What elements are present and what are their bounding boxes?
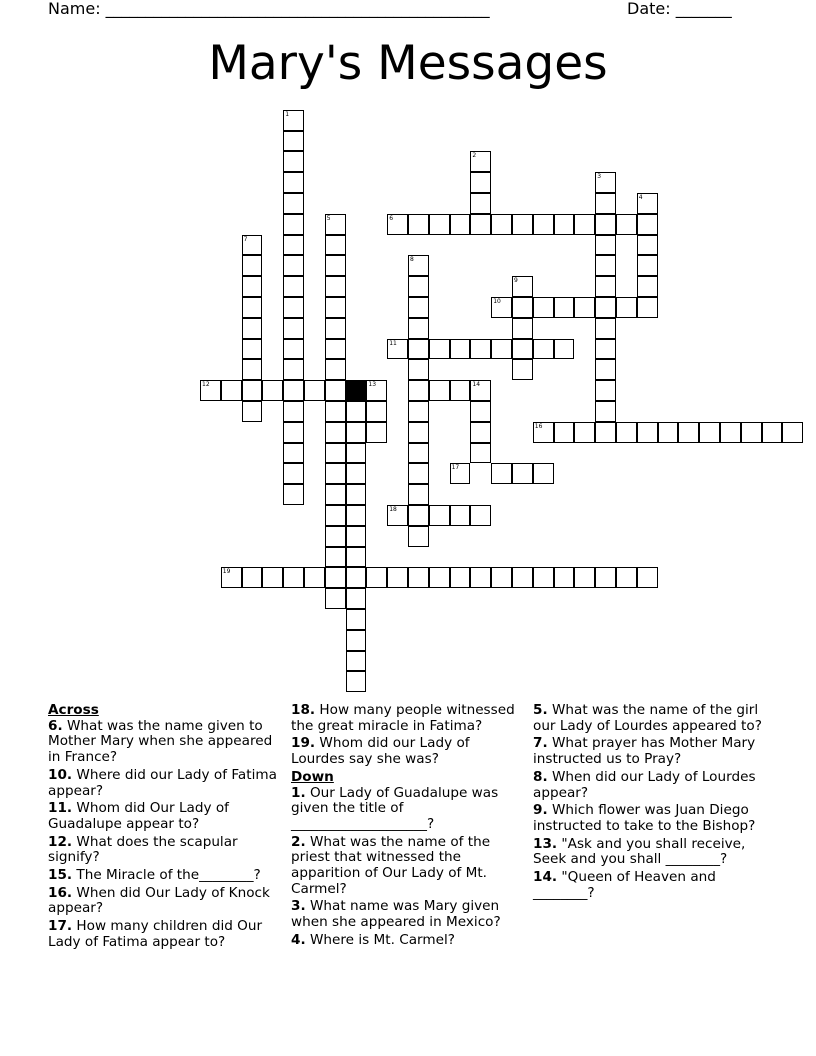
clue-number: 11. <box>48 800 73 817</box>
grid-cell[interactable] <box>283 110 304 131</box>
grid-cell[interactable] <box>408 359 429 380</box>
grid-cell[interactable] <box>470 193 491 214</box>
grid-cell[interactable] <box>574 422 595 443</box>
grid-cell[interactable] <box>637 422 658 443</box>
grid-cell[interactable] <box>637 297 658 318</box>
cell-number: 16 <box>534 422 543 430</box>
grid-cell[interactable] <box>595 318 616 339</box>
grid-cell[interactable] <box>325 255 346 276</box>
cell-number: 14 <box>472 381 481 389</box>
cell-number: 4 <box>638 194 643 201</box>
clue-number: 8. <box>533 768 548 785</box>
clue-item <box>533 803 765 834</box>
grid-cell[interactable] <box>470 443 491 464</box>
grid-cell[interactable] <box>325 422 346 443</box>
grid-cell[interactable] <box>450 339 471 360</box>
cell-number: 2 <box>472 152 477 160</box>
grid-cell[interactable] <box>429 505 450 526</box>
grid-cell[interactable] <box>262 380 283 401</box>
clue-number: 10. <box>48 766 73 783</box>
grid-cell[interactable] <box>512 214 533 235</box>
grid-cell[interactable] <box>491 214 512 235</box>
grid-cell[interactable] <box>346 567 367 588</box>
grid-cell[interactable] <box>429 214 450 235</box>
clue-text: What was the name of the priest that witnessed the apparition of Our Lady of Mt. Carmel? <box>291 833 491 897</box>
grid-cell[interactable] <box>325 567 346 588</box>
cell-number: 6 <box>389 214 394 222</box>
grid-cell[interactable] <box>325 318 346 339</box>
grid-cell[interactable] <box>450 505 471 526</box>
grid-cell[interactable] <box>283 235 304 256</box>
clue-item <box>533 870 765 901</box>
grid-cell[interactable] <box>533 297 554 318</box>
clue-text: What prayer has Mother Mary instructed us to Pray? <box>533 735 756 768</box>
clue-item <box>48 835 280 866</box>
clue-item <box>291 899 523 930</box>
grid-cell[interactable] <box>346 671 367 692</box>
clue-item <box>291 933 523 949</box>
grid-cell[interactable] <box>616 567 637 588</box>
grid-cell[interactable] <box>699 422 720 443</box>
clue-item <box>291 786 523 833</box>
clue-number: 6. <box>48 717 63 734</box>
grid-cell[interactable] <box>470 422 491 443</box>
grid-cell[interactable] <box>429 567 450 588</box>
grid-cell[interactable] <box>595 422 616 443</box>
clue-number: 16. <box>48 884 73 901</box>
grid-cell[interactable] <box>325 463 346 484</box>
grid-cell[interactable] <box>283 318 304 339</box>
grid-cell[interactable] <box>242 255 263 276</box>
grid-cell[interactable] <box>595 401 616 422</box>
grid-cell[interactable] <box>242 339 263 360</box>
grid-cell[interactable] <box>595 567 616 588</box>
grid-cell[interactable] <box>221 567 242 588</box>
clue-item <box>291 736 523 767</box>
grid-cell[interactable] <box>450 380 471 401</box>
grid-cell[interactable] <box>595 193 616 214</box>
clue-item <box>533 837 765 868</box>
grid-cell[interactable] <box>595 380 616 401</box>
grid-cell[interactable] <box>325 526 346 547</box>
grid-cell[interactable] <box>408 401 429 422</box>
grid-cell[interactable] <box>637 235 658 256</box>
grid-cell[interactable] <box>595 276 616 297</box>
grid-cell[interactable] <box>408 276 429 297</box>
grid-cell[interactable] <box>512 463 533 484</box>
grid-cell[interactable] <box>366 567 387 588</box>
clue-text: When did Our Lady of Knock appear? <box>48 884 270 917</box>
grid-cell[interactable] <box>637 255 658 276</box>
across-heading: Across <box>48 702 99 718</box>
grid-cell[interactable] <box>470 380 491 401</box>
grid-cell[interactable] <box>533 463 554 484</box>
clue-item <box>533 770 765 801</box>
black-cell <box>346 380 367 401</box>
clue-text: Where is Mt. Carmel? <box>309 931 455 948</box>
grid-cell[interactable] <box>346 463 367 484</box>
grid-cell[interactable] <box>408 505 429 526</box>
grid-cell[interactable] <box>242 297 263 318</box>
grid-cell[interactable] <box>283 339 304 360</box>
grid-cell[interactable] <box>346 401 367 422</box>
clue-item <box>533 736 765 767</box>
clue-text: What was the name given to Mother Mary when she appeared in France? <box>48 717 273 766</box>
grid-cell[interactable] <box>574 214 595 235</box>
grid-cell[interactable] <box>366 422 387 443</box>
grid-cell[interactable] <box>283 131 304 152</box>
grid-cell[interactable] <box>325 484 346 505</box>
grid-cell[interactable] <box>346 651 367 672</box>
cell-number: 17 <box>451 464 460 472</box>
grid-cell[interactable] <box>616 214 637 235</box>
clue-item <box>48 886 280 917</box>
clue-number: 5. <box>533 702 548 718</box>
grid-cell[interactable] <box>408 567 429 588</box>
clue-number: 14. <box>533 869 558 886</box>
grid-cell[interactable] <box>512 567 533 588</box>
grid-cell[interactable] <box>283 443 304 464</box>
clue-number: 4. <box>291 931 306 948</box>
grid-cell[interactable] <box>325 547 346 568</box>
grid-cell[interactable] <box>595 359 616 380</box>
grid-cell[interactable] <box>325 505 346 526</box>
grid-cell[interactable] <box>470 401 491 422</box>
grid-cell[interactable] <box>242 359 263 380</box>
grid-cell[interactable] <box>304 380 325 401</box>
clue-number: 19. <box>291 735 316 752</box>
clue-text: What was the name of the girl our Lady of Lourdes appeared to? <box>533 702 762 734</box>
grid-cell[interactable] <box>595 172 616 193</box>
grid-cell[interactable] <box>637 214 658 235</box>
cell-number: 18 <box>389 506 397 513</box>
grid-cell[interactable] <box>221 380 242 401</box>
clue-text: "Ask and you shall receive, Seek and you shall ________? <box>533 835 746 868</box>
grid-cell[interactable] <box>325 276 346 297</box>
cell-number: 11 <box>389 339 397 347</box>
grid-cell[interactable] <box>283 193 304 214</box>
grid-cell[interactable] <box>554 567 575 588</box>
grid-cell[interactable] <box>637 193 658 214</box>
grid-cell[interactable] <box>408 214 429 235</box>
grid-cell[interactable] <box>720 422 741 443</box>
clue-number: 3. <box>291 898 306 915</box>
grid-cell[interactable] <box>325 443 346 464</box>
grid-cell[interactable] <box>325 339 346 360</box>
grid-cell[interactable] <box>408 484 429 505</box>
grid-cell[interactable] <box>450 214 471 235</box>
grid-cell[interactable] <box>616 297 637 318</box>
clue-item <box>48 719 280 766</box>
grid-cell[interactable] <box>491 297 512 318</box>
puzzle-title: Mary's Messages <box>208 36 608 91</box>
grid-cell[interactable] <box>678 422 699 443</box>
grid-cell[interactable] <box>554 214 575 235</box>
grid-cell[interactable] <box>325 401 346 422</box>
grid-cell[interactable] <box>470 172 491 193</box>
grid-cell[interactable] <box>325 235 346 256</box>
cell-number: 5 <box>326 214 331 222</box>
grid-cell[interactable] <box>283 151 304 172</box>
grid-cell[interactable] <box>346 422 367 443</box>
grid-cell[interactable] <box>346 609 367 630</box>
clue-text: When did our Lady of Lourdes appear? <box>533 768 756 801</box>
clue-text: What name was Mary given when she appeared in Mexico? <box>291 898 501 931</box>
grid-cell[interactable] <box>554 339 575 360</box>
grid-cell[interactable] <box>283 380 304 401</box>
grid-cell[interactable] <box>346 526 367 547</box>
clue-number: 7. <box>533 735 548 752</box>
cell-number: 10 <box>493 298 501 305</box>
grid-cell[interactable] <box>408 526 429 547</box>
grid-cell[interactable] <box>595 339 616 360</box>
name-field-label: Name: ________________________________________________ <box>48 0 490 18</box>
cell-number: 9 <box>514 277 518 285</box>
grid-cell[interactable] <box>533 422 554 443</box>
grid-cell[interactable] <box>408 463 429 484</box>
grid-cell[interactable] <box>283 214 304 235</box>
down-heading: Down <box>291 768 334 785</box>
grid-cell[interactable] <box>512 297 533 318</box>
clue-text: Whom did our Lady of Lourdes say she was? <box>291 735 470 768</box>
clue-column-1 <box>48 703 280 953</box>
cell-number: 1 <box>285 110 290 118</box>
grid-cell[interactable] <box>283 359 304 380</box>
grid-cell[interactable] <box>346 588 367 609</box>
grid-cell[interactable] <box>574 567 595 588</box>
grid-cell[interactable] <box>491 567 512 588</box>
grid-cell[interactable] <box>283 172 304 193</box>
grid-cell[interactable] <box>283 255 304 276</box>
clue-column-2 <box>291 703 523 951</box>
clue-text: The Miracle of the________? <box>76 867 261 884</box>
grid-cell[interactable] <box>200 380 221 401</box>
grid-cell[interactable] <box>533 567 554 588</box>
grid-cell[interactable] <box>325 214 346 235</box>
grid-cell[interactable] <box>512 339 533 360</box>
grid-cell[interactable] <box>408 318 429 339</box>
grid-cell[interactable] <box>346 443 367 464</box>
grid-cell[interactable] <box>242 380 263 401</box>
grid-cell[interactable] <box>325 588 346 609</box>
cell-number: 3 <box>597 173 602 181</box>
clue-text: Whom did Our Lady of Guadalupe appear to? <box>48 800 229 832</box>
clue-text: Where did our Lady of Fatima appear? <box>48 766 277 799</box>
grid-cell[interactable] <box>242 276 263 297</box>
grid-cell[interactable] <box>262 567 283 588</box>
grid-cell[interactable] <box>616 422 637 443</box>
grid-cell[interactable] <box>470 214 491 235</box>
clue-text: What does the scapular signify? <box>48 833 238 866</box>
cell-number: 19 <box>222 568 231 576</box>
clue-number: 12. <box>48 833 73 850</box>
clue-item <box>48 919 280 950</box>
grid-cell[interactable] <box>346 547 367 568</box>
grid-cell[interactable] <box>346 505 367 526</box>
clue-number: 2. <box>291 833 306 850</box>
grid-cell[interactable] <box>512 276 533 297</box>
clue-item <box>48 868 280 884</box>
grid-cell[interactable] <box>366 380 387 401</box>
grid-cell[interactable] <box>512 318 533 339</box>
grid-cell[interactable] <box>346 630 367 651</box>
clue-text: How many people witnessed the great miracle in Fatima? <box>291 702 515 734</box>
clue-text: How many children did Our Lady of Fatima appear to? <box>48 918 263 950</box>
clue-number: 9. <box>533 802 548 819</box>
grid-cell[interactable] <box>762 422 783 443</box>
date-field-label: Date: _______ <box>627 0 732 18</box>
grid-cell[interactable] <box>554 422 575 443</box>
clue-number: 18. <box>291 702 316 718</box>
grid-cell[interactable] <box>595 235 616 256</box>
grid-cell[interactable] <box>782 422 803 443</box>
grid-cell[interactable] <box>366 401 387 422</box>
clue-item <box>533 703 765 734</box>
clue-item <box>48 801 280 832</box>
grid-cell[interactable] <box>450 567 471 588</box>
grid-cell[interactable] <box>325 380 346 401</box>
grid-cell[interactable] <box>429 380 450 401</box>
grid-cell[interactable] <box>408 339 429 360</box>
grid-cell[interactable] <box>283 297 304 318</box>
clue-text: "Queen of Heaven and ________? <box>533 869 716 901</box>
grid-cell[interactable] <box>387 214 408 235</box>
grid-cell[interactable] <box>554 297 575 318</box>
grid-cell[interactable] <box>283 463 304 484</box>
grid-cell[interactable] <box>512 359 533 380</box>
clue-number: 13. <box>533 835 558 852</box>
grid-cell[interactable] <box>408 422 429 443</box>
grid-cell[interactable] <box>283 484 304 505</box>
grid-cell[interactable] <box>429 339 450 360</box>
clue-number: 1. <box>291 784 306 801</box>
grid-cell[interactable] <box>533 214 554 235</box>
grid-cell[interactable] <box>242 567 263 588</box>
grid-cell[interactable] <box>387 339 408 360</box>
grid-cell[interactable] <box>470 567 491 588</box>
grid-cell[interactable] <box>283 422 304 443</box>
grid-cell[interactable] <box>450 463 471 484</box>
cell-number: 12 <box>202 381 210 389</box>
grid-cell[interactable] <box>595 255 616 276</box>
grid-cell[interactable] <box>491 339 512 360</box>
grid-cell[interactable] <box>346 484 367 505</box>
grid-cell[interactable] <box>408 443 429 464</box>
grid-cell[interactable] <box>408 380 429 401</box>
grid-cell[interactable] <box>470 339 491 360</box>
grid-cell[interactable] <box>658 422 679 443</box>
clue-item <box>291 835 523 898</box>
clue-item <box>291 703 523 734</box>
clue-text: Our Lady of Guadalupe was given the title of ____________________? <box>291 784 499 832</box>
clue-number: 17. <box>48 918 73 935</box>
grid-cell[interactable] <box>242 401 263 422</box>
grid-cell[interactable] <box>470 151 491 172</box>
clue-item <box>48 768 280 799</box>
grid-cell[interactable] <box>408 297 429 318</box>
grid-cell[interactable] <box>595 214 616 235</box>
grid-cell[interactable] <box>595 297 616 318</box>
grid-cell[interactable] <box>741 422 762 443</box>
grid-cell[interactable] <box>491 463 512 484</box>
grid-cell[interactable] <box>325 297 346 318</box>
grid-cell[interactable] <box>533 339 554 360</box>
clue-number: 15. <box>48 867 73 884</box>
cell-number: 7 <box>243 235 248 243</box>
cell-number: 13 <box>368 381 377 389</box>
cell-number: 8 <box>410 256 414 264</box>
grid-cell[interactable] <box>637 276 658 297</box>
grid-cell[interactable] <box>408 255 429 276</box>
grid-cell[interactable] <box>283 276 304 297</box>
clue-text: Which flower was Juan Diego instructed to take to the Bishop? <box>533 802 756 834</box>
grid-cell[interactable] <box>637 567 658 588</box>
grid-cell[interactable] <box>283 401 304 422</box>
grid-cell[interactable] <box>304 567 325 588</box>
grid-cell[interactable] <box>387 567 408 588</box>
grid-cell[interactable] <box>325 359 346 380</box>
clue-column-3 <box>533 703 765 903</box>
grid-cell[interactable] <box>387 505 408 526</box>
grid-cell[interactable] <box>242 318 263 339</box>
grid-cell[interactable] <box>574 297 595 318</box>
grid-cell[interactable] <box>470 505 491 526</box>
grid-cell[interactable] <box>242 235 263 256</box>
grid-cell[interactable] <box>283 567 304 588</box>
